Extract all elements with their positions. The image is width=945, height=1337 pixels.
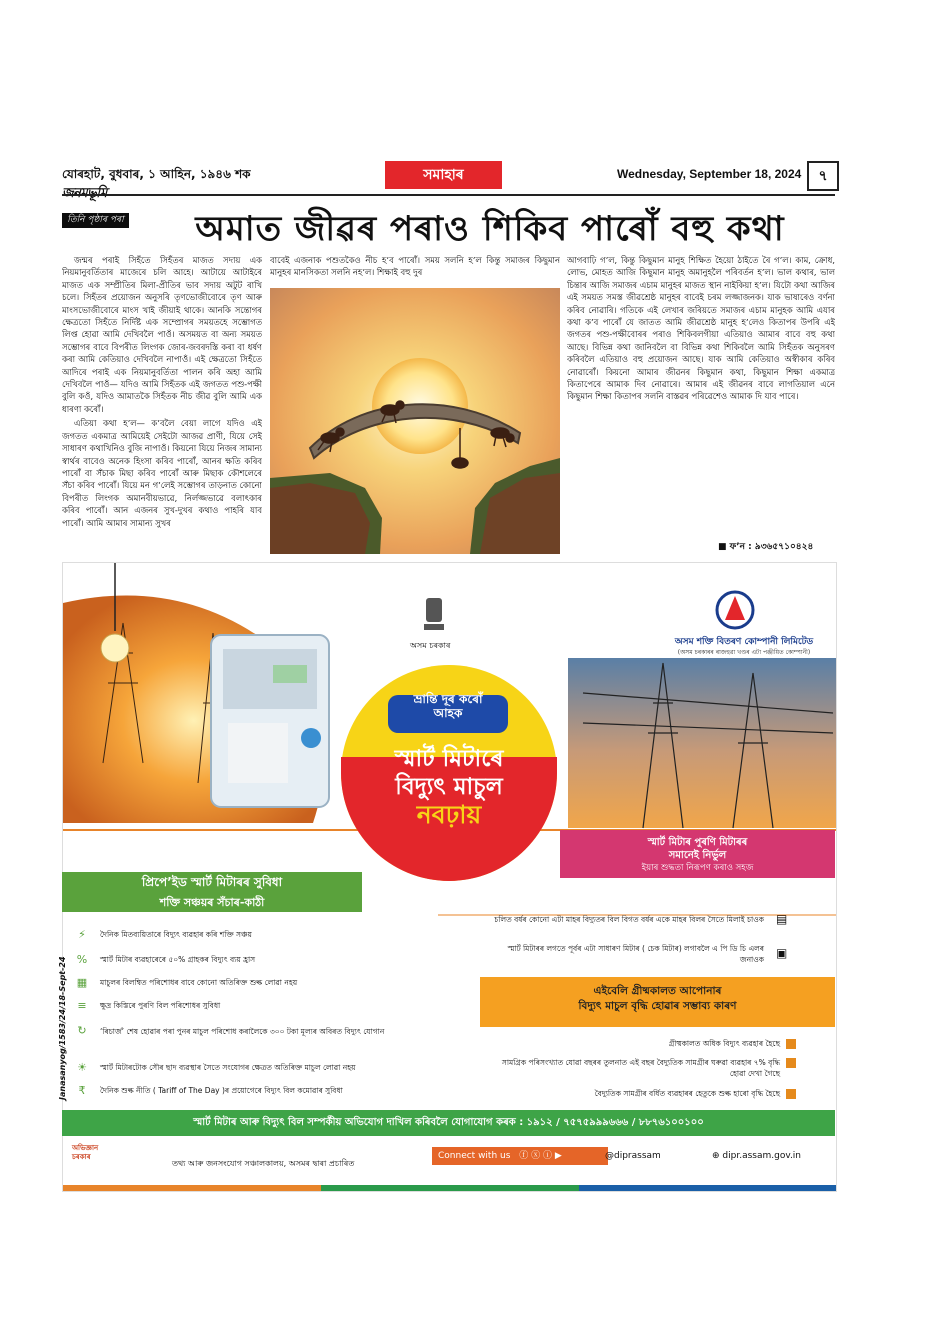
bill-compare-icon: ▤ <box>776 912 788 926</box>
accuracy-heading <box>560 830 835 878</box>
circle-line-1: ভ্ৰান্তি দূৰ কৰোঁ <box>413 692 483 706</box>
author-contact: ■ ফ’ন : ৯৩৬৫৭১০৪২৪ <box>718 542 814 552</box>
circle-line-4: বিদ্যুৎ মাচুল <box>395 774 503 800</box>
solar-icon: ☀ <box>77 1061 87 1074</box>
benefit-item: ক্ষুদ্ৰ কিস্তিৰে পুৰণি বিল পৰিশোধৰ সুবিধা <box>100 1001 221 1010</box>
social-handle[interactable]: @diprassam <box>605 1151 661 1161</box>
reason-item: গ্ৰীষ্মকালত অধিক বিদ্যুৎ ব্যৱহাৰ হৈছে <box>668 1039 780 1048</box>
continued-tag: তিনি পৃষ্ঠাৰ পৰা <box>62 213 129 228</box>
recharge-icon: ↻ <box>77 1024 87 1037</box>
calendar-icon: ▦ <box>76 976 88 989</box>
circle-line-3: স্মাৰ্ট মিটাৰে <box>394 746 504 772</box>
bullet-icon <box>786 1058 796 1068</box>
gov-label: অসম চৰকাৰ <box>410 641 451 650</box>
website-text: dipr.assam.gov.in <box>722 1151 802 1161</box>
header-rule <box>62 194 835 196</box>
bullet-icon <box>786 1089 796 1099</box>
benefit-item: দৈনিক শুল্ক নীতি ( Tariff of The Day )ৰ প্ৰয়োগেৰে বিদ্যুৎ বিল কমোৱাৰ সুবিধা <box>100 1086 343 1095</box>
footer-logo <box>72 1144 98 1162</box>
footer-credit: তথ্য আৰু জনসংযোগ সঞ্চালকালয়, অসমৰ দ্বাৰা প্ৰচাৰিত <box>172 1159 355 1168</box>
circle-line-5: নবঢ়ায় <box>416 800 482 829</box>
reasons-title-2: বিদ্যুৎ মাচুল বৃদ্ধি হোৱাৰ সম্ভাব্য কাৰণ <box>578 1000 737 1012</box>
ants-bridge-photo <box>270 288 560 554</box>
circle-tagline <box>386 692 510 720</box>
savings-icon: ⚡ <box>78 928 86 941</box>
tariff-icon: ₹ <box>78 1084 86 1097</box>
section-badge: সমাহাৰ <box>385 161 502 189</box>
accuracy-title-1: স্মাৰ্ট মিটাৰ পুৰণি মিটাৰৰ <box>647 837 748 848</box>
benefit-item: ‘ৰিচাৰ্জ’ শেষ হোৱাৰ পৰা পুনৰ মাচুল পৰিশোধ কৰালৈকে ৩০০ টকা মূল্যৰ অবিৰত বিদ্যুৎ যোগান <box>100 1027 385 1036</box>
benefits-subtitle: শক্তি সঞ্চয়ৰ সঁচাৰ-কাঠী <box>159 896 265 909</box>
globe-icon: ⊕ <box>712 1151 723 1161</box>
company-logo-icon <box>715 590 755 630</box>
header-dateline: যোৰহাট, বুধবাৰ, ১ আহিন, ১৯৪৬ শক <box>62 167 251 181</box>
benefit-item: মাচুলৰ বিলম্বিত পৰিশোধৰ বাবে কোনো অতিৰিক্ত শুল্ক লোৱা নহয় <box>100 978 298 987</box>
connect-text: Connect with us <box>438 1151 511 1161</box>
header-date: Wednesday, September 18, 2024 <box>617 167 802 181</box>
benefits-heading <box>62 872 362 912</box>
reasons-heading <box>480 977 835 1027</box>
paragraph: জন্মৰ পৰাই সিহঁতে সিহঁতৰ মাজত সদায় এক নিয়মানুবৰ্তিতাৰ মাজেৰে চলি আহে। আটায়ে আটাইৰে মাজত এক সম্প্ৰীতিৰ মিলা-প্ৰীতিৰ ভাব সদায় অটুট ৰাখি চলে। সিহঁতৰ প্ৰয়োজন অনুসৰি তৃণভোজীবোৰে তৃণ আৰু মাংসভোজীবোৰে মাংস খাই জীয়াই থাকে। আনকি সন্তোগৰ ক্ষেত্ৰতো সিহঁতে নিৰ্দিষ্ট এক সম্প্ৰোগৰ সময়তহে সম্ভোগত লিপ্ত হোৱা আমি দেখিবলৈ পাওঁ। অসময়ত বা অন্য সময়ত সম্ভোগৰ বাবে বিপৰীত লিংগক জোৰ-জবৰদস্তি কৰা বা ধৰ্ষণ কৰা আমি কেতিয়াও দেখিবলৈ নাপাওঁ। এই ক্ষেত্ৰতো সিহঁতে আদিৰে পৰাই এক নিয়মানুবৰ্তিতা পালন কৰি অহা আমি দেখিবলৈ পাওঁ— যদিও আমি সিহঁতক এই জগতত পশু-পক্ষী বুলি কওঁ, যদিও আমাতকৈ সিহঁতক নীচ জীৱ বুলি আমি এক ধাৰণা কৰোঁ। <box>62 255 262 414</box>
benefits-title: প্ৰিপে’ইড স্মাৰ্ট মিটাৰৰ সুবিধা <box>141 875 283 889</box>
paragraph: এতিয়া কথা হ’ল— ক’বলৈ বেয়া লাগে যদিও এই জগতত একমাত্ৰ আমিয়েই সেইটো আজৱ প্ৰাণী, যিয়ে সেই সাধাৰণ কথাখিনিও বুজি নাপাওঁ। কিয়নো যিয়ে নিজৰ সামান্য স্বাৰ্থৰ বাবেও অনেক হিংসা কৰিব পাৰোঁ, আনৰ ক্ষতি কৰিব পাৰোঁ বা সঁচাক মিছা কৰিব পাৰোঁ আৰু মিছাক কৌশলেৰে সঁচা কৰিব পাৰোঁ। যিয়ে মন গ’লেই সম্ভোগৰ তাড়নাত কোনো বিপৰীত লিংগক অমানবীয়ভাৱে, নিৰ্লজ্জভাৱে বলাৎকাৰ কৰিব পাৰোঁ। আন এজনৰ সুখ-দুখৰ কথাও পাহৰি যাব পাৰোঁ। আমি আমাৰ সামান্য সুখৰ <box>62 418 262 528</box>
bullet-icon <box>786 1039 796 1049</box>
circle-main <box>345 745 553 829</box>
social-icons[interactable]: ⓕ ⓧ ⓘ ▶ <box>519 1151 562 1161</box>
accuracy-title-2: সমানেই নিৰ্ভুল <box>668 850 727 861</box>
state-emblem-icon <box>423 596 445 636</box>
release-code: Janasanyog/1583/24/18-Sept-24 <box>58 956 67 1100</box>
connect-label <box>432 1147 608 1165</box>
article-headline: অমাত জীৱৰ পৰাও শিকিব পাৰোঁ বহু কথা <box>195 209 785 249</box>
installment-icon: ≡ <box>77 999 87 1012</box>
note-item: চলিত বৰ্ষৰ কোনো এটা মাহৰ বিদ্যুতৰ বিল বিগত বৰ্ষৰ একে মাহৰ বিলৰ সৈতে মিলাই চাওক <box>494 915 764 924</box>
benefit-item: স্মাৰ্ট মিটাৰ ব্যৱহাৰেৰে ৫০% গ্ৰাহকৰ বিদ্যুৎ ব্যয় হ্ৰাস <box>100 955 256 964</box>
footer-logo-line-1: অভিজ্ঞান <box>72 1144 99 1152</box>
circle-line-2: আহক <box>433 706 463 720</box>
company-subtitle: (অসম চৰকাৰৰ ৰাজহুৱা খণ্ডৰ এটা পঞ্জীয়িত কোম্পানী) <box>677 649 811 656</box>
reasons-title-1: এইবেলি গ্ৰীষ্মকালত আপোনাৰ <box>593 985 722 997</box>
article-column-1 <box>62 254 262 554</box>
accuracy-subtitle: ইয়াৰ শুদ্ধতা নিৰূপণ কৰাও সহজ <box>641 863 754 873</box>
paragraph: আগবাঢ়ি গ’ল, কিন্তু কিছুমান মানুহ শিক্ষিত হৈয়ো ঠাইতে ৰৈ গ’ল। কাম, ক্ৰোধ, লোভ, মোহত আজি কিছুমান মানুহ অমানুহলৈ পৰিবৰ্তন হ’ল। ভাল কথাৰ, ভাল চিন্তাৰ আজি সমাজৰ এচাম মানুহৰ মাজত স্থান নাইকিয়া হ’ল। যিটো কথা আজিৰ এই সময়ত সমস্ত জীৱশ্ৰেষ্ঠ মানুহৰ বাবেই চৰম লজ্জাজনক। যাক ভাষাৰেও বৰ্ণনা কৰিব নোৱাৰি। গতিকে এই লেখাৰ জৰিয়তে সমাজৰ এচাম মানুহক আমি এযাৰ কথা ক’ব পাৰোঁ যে জাতত আমি জীৱশ্ৰেষ্ঠ মানুহ হ’লেও কিতাপৰ উপৰি এই জগতৰ পশু-পক্ষীবোৰৰ পৰাও শিকিবলগীয়া এতিয়াও আমাৰ বাবে বহু কথা আছে। বিভিন্ন কথা জানিবলৈ বা বিভিন্ন কথা শিকিবলৈ আমি সিহঁতক অনুসৰণ কৰিবলৈ এতিয়াও বহু প্ৰয়োজন আছে। যাক আমি কেতিয়াও অস্বীকাৰ কৰিব নোৱাৰোঁ। কিয়নো আমাৰ জীৱনৰ কিছুমান কথা, কিছুমান শিক্ষা একমাত্ৰ কিতাপেৰে আমাক দিব নোৱাৰে। আমাৰ এই জীৱনৰ বাবে লাগতিয়াল এনে কিছুমান শিক্ষা কিতাপৰ সলনি বাস্তৱৰ পৰিৱেশেও আমাক দি যাব পাৰে। <box>567 255 835 402</box>
helpline-bar: স্মাৰ্ট মিটাৰ আৰু বিদ্যুৎ বিল সম্পৰ্কীয় অভিযোগ দাখিল কৰিবলৈ যোগাযোগ কৰক : ১৯১২ / ৭৫৭৫৯৯৯৬৬৬ / ৮৮৭৬১০০১০০ <box>62 1110 835 1136</box>
reason-item: সামগ্ৰিক পৰিসংখ্যাত যোৱা বছৰৰ তুলনাত এই বছৰ বৈদ্যুতিক সামগ্ৰীৰ ঘৰুৱা ব্যৱহাৰ ৭% বৃদ্ধি হোৱা দেখা গৈছে <box>501 1058 780 1078</box>
article-column-3 <box>567 254 835 538</box>
company-name: অসম শক্তি বিতৰণ কোম্পানী লিমিটেড <box>674 637 814 647</box>
footer-logo-line-2: চৰকাৰ <box>72 1153 91 1161</box>
benefit-item: স্মাৰ্ট মিটাৰটোক সৌৰ ছাদ ব্যৱস্থাৰ সৈতে সংযোগৰ ক্ষেত্ৰত অতিৰিক্ত মাচুল লোৱা নহয় <box>100 1063 356 1072</box>
website-link[interactable] <box>712 1147 801 1165</box>
percent-icon: % <box>76 953 88 966</box>
reason-item: বৈদ্যুতিক সামগ্ৰীৰ বৰ্ধিত ব্যৱহাৰৰ হেতুকে শুল্ক হাৰো বৃদ্ধি হৈছে <box>594 1089 780 1098</box>
meter-icon: ▣ <box>776 946 788 960</box>
paragraph: বাবেই এজনাক পশুতকৈও নীচ হ’ব পাৰোঁ। সময় সলনি হ’ল কিন্তু সমাজৰ কিছুমান মানুহৰ মানসিকতা সলনি নহ’ল। শিক্ষাই বহু দুৰ <box>270 255 560 278</box>
article-column-2 <box>270 254 560 284</box>
note-item: স্মাৰ্ট মিটাৰৰ লগতে পূৰ্বৰ এটা সাধাৰণ মিটাৰ ( চেক মিটাৰ) লগাবলৈ এ পি ডি চি এলৰ জনাওক <box>507 944 764 964</box>
benefit-item: দৈনিক মিতব্যয়িতাৰে বিদ্যুৎ ব্যৱহাৰ কৰি শক্তি সঞ্চয় <box>100 930 252 939</box>
page-number: ৭ <box>807 161 839 191</box>
